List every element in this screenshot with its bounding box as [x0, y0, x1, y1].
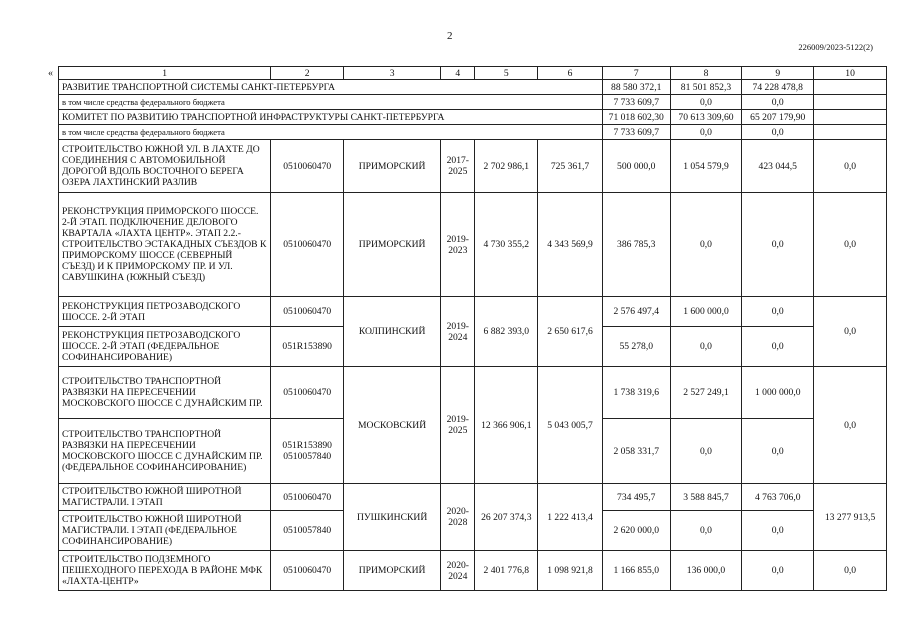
cell-col9: 1 000 000,0: [742, 367, 814, 419]
cell-col5: 4 730 355,2: [475, 193, 538, 297]
table-row: [59, 110, 887, 125]
header-cell: 3: [344, 67, 441, 80]
budget-table: [58, 66, 887, 591]
budget-codes: [271, 419, 344, 484]
cell-col7: 734 495,7: [602, 484, 670, 511]
opening-quote-mark: «: [48, 68, 53, 79]
table-row: [59, 193, 887, 297]
budget-code: 0510060470: [271, 484, 344, 511]
header-cell: 9: [742, 67, 814, 80]
cell-col9: 0,0: [742, 125, 814, 140]
cell-col9: 0,0: [742, 419, 814, 484]
cell-col10: 0,0: [814, 140, 887, 193]
cell-col9: 0,0: [742, 327, 814, 367]
cell-col8: 1 054 579,9: [670, 140, 742, 193]
cell-col9: 0,0: [742, 511, 814, 551]
cell-col5: 6 882 393,0: [475, 297, 538, 367]
cell-col5: 12 366 906,1: [475, 367, 538, 484]
cell-col8: 0,0: [670, 419, 742, 484]
budget-code: 0510060470: [271, 297, 344, 327]
years: 2017-2025: [441, 140, 475, 193]
header-cell: 7: [602, 67, 670, 80]
cell-col9: 0,0: [742, 551, 814, 591]
cell-col9: 74 228 478,8: [742, 80, 814, 95]
project-name: РЕКОНСТРУКЦИЯ ПЕТРОЗАВОДСКОГО ШОССЕ. 2-Й ЭТАП: [59, 297, 271, 327]
cell-col7: 500 000,0: [602, 140, 670, 193]
cell-col8: 81 501 852,3: [670, 80, 742, 95]
district: ПУШКИНСКИЙ: [344, 484, 441, 551]
table-row: [59, 551, 887, 591]
cell-col6: 4 343 569,9: [538, 193, 603, 297]
cell-col6: 1 098 921,8: [538, 551, 603, 591]
table-row: [59, 140, 887, 193]
project-name: СТРОИТЕЛЬСТВО ПОДЗЕМНОГО ПЕШЕХОДНОГО ПЕРЕХОДА В РАЙОНЕ МФК «ЛАХТА-ЦЕНТР»: [59, 551, 271, 591]
table-row: [59, 80, 887, 95]
district: МОСКОВСКИЙ: [344, 367, 441, 484]
cell-col8: 1 600 000,0: [670, 297, 742, 327]
table-row: [59, 297, 887, 327]
federal-subtotal-label: в том числе средства федерального бюджета: [59, 95, 603, 110]
header-cell: 2: [271, 67, 344, 80]
table-row: [59, 484, 887, 511]
project-name: СТРОИТЕЛЬСТВО ТРАНСПОРТНОЙ РАЗВЯЗКИ НА ПЕРЕСЕЧЕНИИ МОСКОВСКОГО ШОССЕ С ДУНАЙСКИМ ПР. (ФЕДЕРАЛЬНОЕ СОФИНАНСИРОВАНИЕ): [59, 419, 271, 484]
cell-col8: 0,0: [670, 95, 742, 110]
header-cell: 4: [441, 67, 475, 80]
project-name: СТРОИТЕЛЬСТВО ЮЖНОЙ УЛ. В ЛАХТЕ ДО СОЕДИНЕНИЯ С АВТОМОБИЛЬНОЙ ДОРОГОЙ ВДОЛЬ ВОСТОЧНОГО БЕРЕГА ОЗЕРА ЛАХТИНСКИЙ РАЗЛИВ: [59, 140, 271, 193]
cell-col6: 1 222 413,4: [538, 484, 603, 551]
cell-col7: 1 166 855,0: [602, 551, 670, 591]
document-id: 226009/2023-5122(2): [798, 42, 873, 52]
cell-col7: 55 278,0: [602, 327, 670, 367]
header-cell: 6: [538, 67, 603, 80]
project-name: СТРОИТЕЛЬСТВО ЮЖНОЙ ШИРОТНОЙ МАГИСТРАЛИ. I ЭТАП: [59, 484, 271, 511]
project-name: РЕКОНСТРУКЦИЯ ПРИМОРСКОГО ШОССЕ. 2-Й ЭТАП. ПОДКЛЮЧЕНИЕ ДЕЛОВОГО КВАРТАЛА «ЛАХТА ЦЕНТР». ЭТАП 2.2.- СТРОИТЕЛЬСТВО ЭСТАКАДНЫХ СЪЕЗДОВ К ПРИМОРСКОМУ ШОССЕ (СЕВЕРНЫЙ СЪЕЗД) И К ПРИМОРСКОМУ ПР. И УЛ. САВУШКИНА (ЮЖНЫЙ СЪЕЗД): [59, 193, 271, 297]
table-row: [59, 367, 887, 419]
table-row: [59, 95, 887, 110]
table-row: [59, 125, 887, 140]
project-name: СТРОИТЕЛЬСТВО ЮЖНОЙ ШИРОТНОЙ МАГИСТРАЛИ. I ЭТАП (ФЕДЕРАЛЬНОЕ СОФИНАНСИРОВАНИЕ): [59, 511, 271, 551]
project-name: СТРОИТЕЛЬСТВО ТРАНСПОРТНОЙ РАЗВЯЗКИ НА ПЕРЕСЕЧЕНИИ МОСКОВСКОГО ШОССЕ С ДУНАЙСКИМ ПР.: [59, 367, 271, 419]
cell-col10: [814, 95, 887, 110]
cell-col8: 70 613 309,60: [670, 110, 742, 125]
cell-col10: 0,0: [814, 297, 887, 367]
cell-col8: 0,0: [670, 327, 742, 367]
district: ПРИМОРСКИЙ: [344, 551, 441, 591]
budget-code: 0510057840: [271, 511, 344, 551]
project-name: РЕКОНСТРУКЦИЯ ПЕТРОЗАВОДСКОГО ШОССЕ. 2-Й ЭТАП (ФЕДЕРАЛЬНОЕ СОФИНАНСИРОВАНИЕ): [59, 327, 271, 367]
cell-col9: 0,0: [742, 193, 814, 297]
cell-col9: 0,0: [742, 297, 814, 327]
cell-col7: 88 580 372,1: [602, 80, 670, 95]
cell-col9: 423 044,5: [742, 140, 814, 193]
budget-code: 051R153890: [271, 327, 344, 367]
committee-title: КОМИТЕТ ПО РАЗВИТИЮ ТРАНСПОРТНОЙ ИНФРАСТРУКТУРЫ САНКТ-ПЕТЕРБУРГА: [59, 110, 603, 125]
federal-subtotal-label: в том числе средства федерального бюджета: [59, 125, 603, 140]
cell-col8: 2 527 249,1: [670, 367, 742, 419]
page-number: 2: [447, 30, 453, 42]
header-cell: 8: [670, 67, 742, 80]
cell-col8: 0,0: [670, 511, 742, 551]
budget-code: 0510060470: [271, 367, 344, 419]
cell-col8: 0,0: [670, 193, 742, 297]
header-cell: 5: [475, 67, 538, 80]
budget-code: 051R153890: [282, 440, 332, 451]
cell-col7: 1 738 319,6: [602, 367, 670, 419]
cell-col6: 5 043 005,7: [538, 367, 603, 484]
cell-col7: 7 733 609,7: [602, 125, 670, 140]
years: 2020-2028: [441, 484, 475, 551]
cell-col7: 2 620 000,0: [602, 511, 670, 551]
years: 2020-2024: [441, 551, 475, 591]
header-cell: 1: [59, 67, 271, 80]
cell-col9: 0,0: [742, 95, 814, 110]
cell-col6: 2 650 617,6: [538, 297, 603, 367]
cell-col10: [814, 125, 887, 140]
cell-col7: 2 058 331,7: [602, 419, 670, 484]
cell-col10: [814, 110, 887, 125]
cell-col8: 3 588 845,7: [670, 484, 742, 511]
budget-code: 0510060470: [271, 140, 344, 193]
cell-col6: 725 361,7: [538, 140, 603, 193]
cell-col9: 4 763 706,0: [742, 484, 814, 511]
program-title: РАЗВИТИЕ ТРАНСПОРТНОЙ СИСТЕМЫ САНКТ-ПЕТЕРБУРГА: [59, 80, 603, 95]
years: 2019-2023: [441, 193, 475, 297]
cell-col5: 26 207 374,3: [475, 484, 538, 551]
district: ПРИМОРСКИЙ: [344, 140, 441, 193]
cell-col7: 386 785,3: [602, 193, 670, 297]
district: КОЛПИНСКИЙ: [344, 297, 441, 367]
cell-col10: 0,0: [814, 193, 887, 297]
cell-col9: 65 207 179,90: [742, 110, 814, 125]
cell-col7: 71 018 602,30: [602, 110, 670, 125]
budget-code: 0510057840: [283, 451, 332, 462]
cell-col8: 0,0: [670, 125, 742, 140]
cell-col10: 0,0: [814, 367, 887, 484]
header-cell: 10: [814, 67, 887, 80]
cell-col10: 13 277 913,5: [814, 484, 887, 551]
years: 2019-2025: [441, 367, 475, 484]
cell-col8: 136 000,0: [670, 551, 742, 591]
budget-code: 0510060470: [271, 193, 344, 297]
cell-col5: 2 702 986,1: [475, 140, 538, 193]
cell-col7: 2 576 497,4: [602, 297, 670, 327]
header-row: [59, 67, 887, 80]
cell-col7: 7 733 609,7: [602, 95, 670, 110]
years: 2019-2024: [441, 297, 475, 367]
cell-col5: 2 401 776,8: [475, 551, 538, 591]
cell-col10: [814, 80, 887, 95]
budget-code: 0510060470: [271, 551, 344, 591]
cell-col10: 0,0: [814, 551, 887, 591]
district: ПРИМОРСКИЙ: [344, 193, 441, 297]
